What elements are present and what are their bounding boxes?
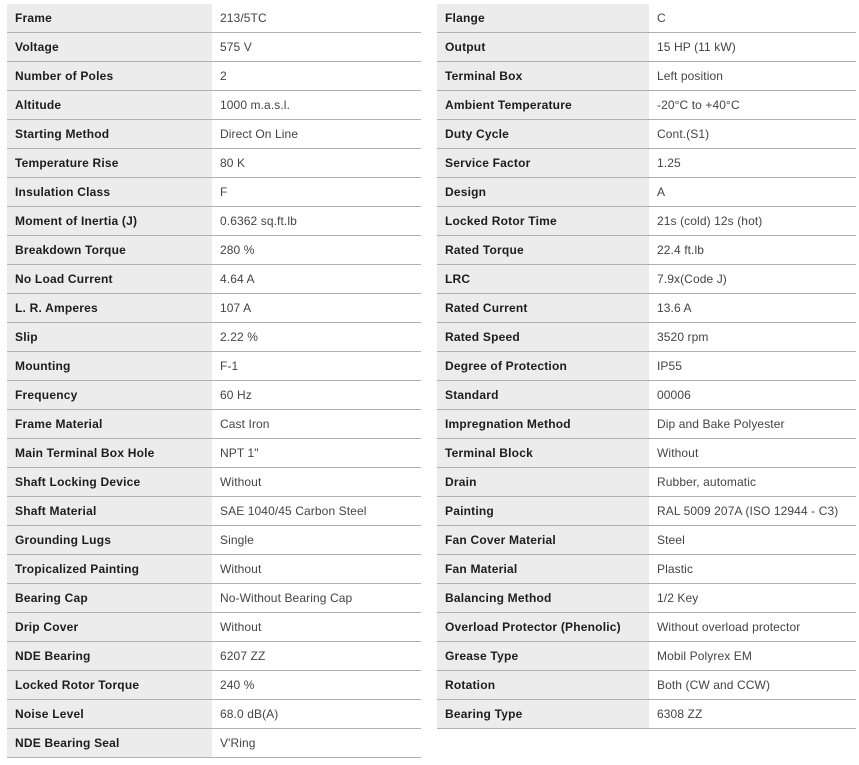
spec-value: 80 K: [220, 156, 246, 170]
spec-value: Both (CW and CCW): [657, 678, 771, 692]
spec-value: 1.25: [657, 156, 681, 170]
spec-label: Starting Method: [7, 120, 212, 148]
spec-label: Insulation Class: [7, 178, 212, 206]
spec-label: Degree of Protection: [437, 352, 649, 380]
spec-row: [437, 381, 856, 410]
spec-label: Terminal Block: [437, 439, 649, 467]
spec-value: 15 HP (11 kW): [657, 40, 736, 54]
spec-row: [7, 4, 421, 33]
spec-label: Ambient Temperature: [437, 91, 649, 119]
spec-row: [437, 497, 856, 526]
spec-row: [437, 352, 856, 381]
spec-value: 00006: [657, 388, 691, 402]
spec-row: [7, 62, 421, 91]
spec-label: Moment of Inertia (J): [7, 207, 212, 235]
spec-value: 60 Hz: [220, 388, 252, 402]
spec-value: IP55: [657, 359, 683, 373]
spec-row: [7, 33, 421, 62]
spec-row: [7, 236, 421, 265]
spec-label: Rated Torque: [437, 236, 649, 264]
spec-label: Bearing Type: [437, 700, 649, 728]
spec-label: Fan Material: [437, 555, 649, 583]
spec-label: Frame: [7, 4, 212, 32]
spec-row: [437, 671, 856, 700]
spec-value: Plastic: [657, 562, 694, 576]
spec-row: [7, 120, 421, 149]
spec-value: 7.9x(Code J): [657, 272, 727, 286]
spec-label: Flange: [437, 4, 649, 32]
spec-label: No Load Current: [7, 265, 212, 293]
spec-row: [437, 207, 856, 236]
spec-label: Altitude: [7, 91, 212, 119]
spec-row: [437, 33, 856, 62]
spec-value: RAL 5009 207A (ISO 12944 - C3): [657, 504, 839, 518]
spec-row: [437, 294, 856, 323]
spec-label: LRC: [437, 265, 649, 293]
spec-row: [7, 497, 421, 526]
spec-table-left: [7, 4, 421, 758]
spec-row: [7, 207, 421, 236]
spec-value: 1/2 Key: [657, 591, 699, 605]
spec-label: Design: [437, 178, 649, 206]
spec-value: 4.64 A: [220, 272, 255, 286]
spec-value: Dip and Bake Polyester: [657, 417, 785, 431]
spec-row: [437, 120, 856, 149]
spec-row: [437, 410, 856, 439]
spec-row: [7, 584, 421, 613]
spec-row: [7, 613, 421, 642]
spec-row: [437, 468, 856, 497]
spec-value: NPT 1": [220, 446, 259, 460]
spec-row: [437, 700, 856, 729]
spec-value: A: [657, 185, 666, 199]
spec-row: [7, 671, 421, 700]
spec-label: Shaft Locking Device: [7, 468, 212, 496]
spec-value: 3520 rpm: [657, 330, 709, 344]
spec-value: 213/5TC: [220, 11, 267, 25]
spec-value: Without overload protector: [657, 620, 801, 634]
spec-row: [437, 4, 856, 33]
spec-value: 21s (cold) 12s (hot): [657, 214, 763, 228]
spec-label: Balancing Method: [437, 584, 649, 612]
spec-value: Without: [657, 446, 699, 460]
spec-label: Temperature Rise: [7, 149, 212, 177]
spec-label: Noise Level: [7, 700, 212, 728]
spec-value: Direct On Line: [220, 127, 299, 141]
spec-row: [7, 468, 421, 497]
spec-label: Drain: [437, 468, 649, 496]
spec-value: 2: [220, 69, 227, 83]
spec-label: Rated Current: [437, 294, 649, 322]
spec-row: [7, 439, 421, 468]
spec-value: Rubber, automatic: [657, 475, 757, 489]
spec-value: F-1: [220, 359, 239, 373]
spec-label: L. R. Amperes: [7, 294, 212, 322]
spec-value: 22.4 ft.lb: [657, 243, 705, 257]
spec-label: Output: [437, 33, 649, 61]
spec-row: [437, 62, 856, 91]
spec-value: Cast Iron: [220, 417, 270, 431]
spec-row: [7, 729, 421, 758]
spec-row: [7, 294, 421, 323]
spec-label: Locked Rotor Time: [437, 207, 649, 235]
spec-value: V'Ring: [220, 736, 256, 750]
spec-value: 6308 ZZ: [657, 707, 703, 721]
spec-value: SAE 1040/45 Carbon Steel: [220, 504, 367, 518]
spec-label: Mounting: [7, 352, 212, 380]
spec-value: Cont.(S1): [657, 127, 710, 141]
spec-value: 107 A: [220, 301, 252, 315]
spec-value: 0.6362 sq.ft.lb: [220, 214, 297, 228]
spec-row: [437, 555, 856, 584]
spec-row: [437, 149, 856, 178]
spec-row: [7, 526, 421, 555]
spec-value: No-Without Bearing Cap: [220, 591, 353, 605]
spec-row: [7, 352, 421, 381]
spec-label: Breakdown Torque: [7, 236, 212, 264]
spec-label: Grease Type: [437, 642, 649, 670]
spec-label: Locked Rotor Torque: [7, 671, 212, 699]
spec-label: Overload Protector (Phenolic): [437, 613, 649, 641]
spec-value: 575 V: [220, 40, 252, 54]
spec-value: 13.6 A: [657, 301, 692, 315]
spec-row: [437, 526, 856, 555]
spec-row: [7, 700, 421, 729]
spec-label: Frequency: [7, 381, 212, 409]
spec-label: Shaft Material: [7, 497, 212, 525]
spec-value: 1000 m.a.s.l.: [220, 98, 291, 112]
spec-label: Rated Speed: [437, 323, 649, 351]
spec-row: [7, 91, 421, 120]
spec-value: C: [657, 11, 666, 25]
spec-label: Tropicalized Painting: [7, 555, 212, 583]
spec-value: 6207 ZZ: [220, 649, 266, 663]
spec-label: Voltage: [7, 33, 212, 61]
spec-label: Service Factor: [437, 149, 649, 177]
spec-table-right: [437, 4, 856, 729]
spec-value: F: [220, 185, 228, 199]
spec-label: Terminal Box: [437, 62, 649, 90]
spec-row: [437, 91, 856, 120]
spec-label: Number of Poles: [7, 62, 212, 90]
spec-row: [7, 555, 421, 584]
spec-row: [437, 178, 856, 207]
spec-row: [437, 439, 856, 468]
spec-value: -20°C to +40°C: [657, 98, 740, 112]
spec-row: [7, 265, 421, 294]
spec-row: [7, 178, 421, 207]
spec-value: Mobil Polyrex EM: [657, 649, 752, 663]
spec-value: 2.22 %: [220, 330, 258, 344]
spec-row: [437, 236, 856, 265]
spec-label: Main Terminal Box Hole: [7, 439, 212, 467]
spec-row: [437, 265, 856, 294]
spec-row: [7, 149, 421, 178]
spec-label: Standard: [437, 381, 649, 409]
spec-label: Drip Cover: [7, 613, 212, 641]
spec-value: Steel: [657, 533, 685, 547]
spec-row: [7, 410, 421, 439]
spec-label: Duty Cycle: [437, 120, 649, 148]
spec-row: [437, 613, 856, 642]
spec-row: [7, 323, 421, 352]
spec-row: [437, 642, 856, 671]
spec-value: Single: [220, 533, 254, 547]
spec-row: [437, 584, 856, 613]
spec-value: Without: [220, 562, 262, 576]
spec-label: Painting: [437, 497, 649, 525]
spec-label: NDE Bearing Seal: [7, 729, 212, 757]
spec-label: NDE Bearing: [7, 642, 212, 670]
spec-value: 240 %: [220, 678, 255, 692]
spec-label: Bearing Cap: [7, 584, 212, 612]
spec-value: 280 %: [220, 243, 255, 257]
spec-label: Rotation: [437, 671, 649, 699]
spec-value: Left position: [657, 69, 724, 83]
spec-label: Slip: [7, 323, 212, 351]
spec-label: Frame Material: [7, 410, 212, 438]
spec-value: Without: [220, 620, 262, 634]
spec-label: Impregnation Method: [437, 410, 649, 438]
spec-label: Fan Cover Material: [437, 526, 649, 554]
spec-row: [437, 323, 856, 352]
spec-label: Grounding Lugs: [7, 526, 212, 554]
spec-row: [7, 381, 421, 410]
spec-row: [7, 642, 421, 671]
spec-value: Without: [220, 475, 262, 489]
spec-value: 68.0 dB(A): [220, 707, 279, 721]
